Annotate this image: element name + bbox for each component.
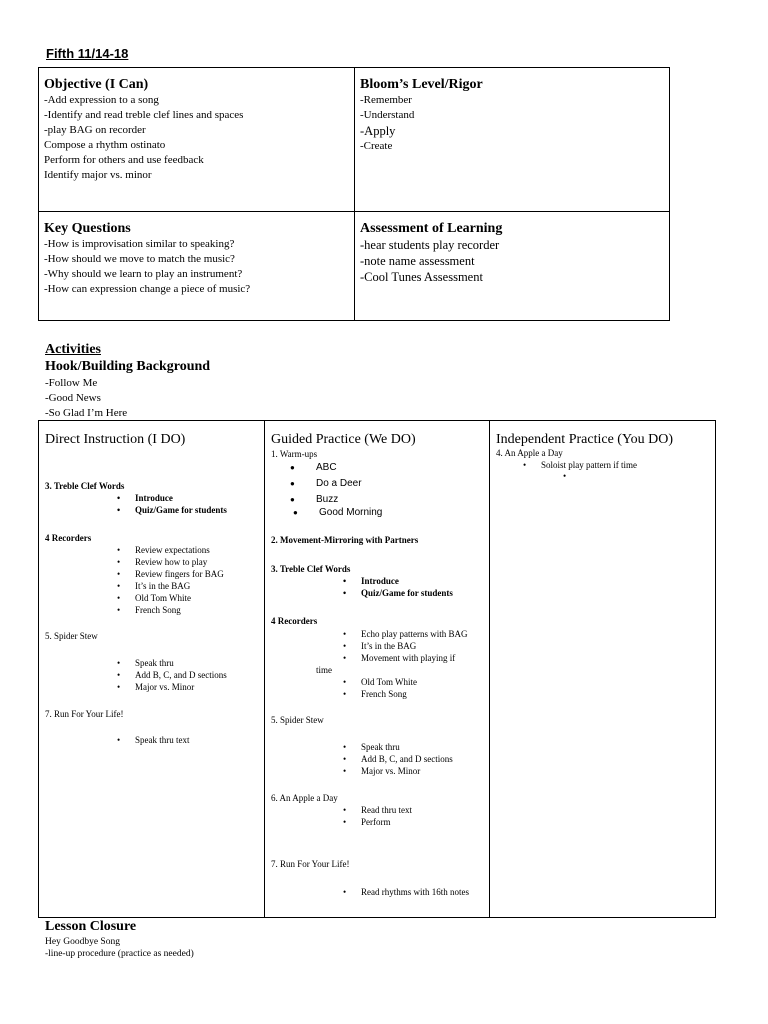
guided-section: 2. Movement-Mirroring with Partners bbox=[271, 535, 419, 545]
guided-section: 7. Run For Your Life! bbox=[271, 859, 350, 869]
bloom-item: -Remember bbox=[360, 94, 412, 106]
objective-item: Compose a rhythm ostinato bbox=[44, 139, 166, 151]
planning-table bbox=[38, 67, 670, 321]
guided-item: • Major vs. Minor bbox=[361, 765, 420, 777]
guided-item: • Read rhythms with 16th notes bbox=[361, 886, 469, 898]
objective-item: Perform for others and use feedback bbox=[44, 154, 204, 166]
direct-section: 7. Run For Your Life! bbox=[45, 709, 124, 719]
guided-item: • Add B, C, and D sections bbox=[361, 753, 453, 765]
bloom-item: -Understand bbox=[360, 109, 415, 121]
guided-item: • French Song bbox=[361, 688, 407, 700]
guided-section: 3. Treble Clef Words bbox=[271, 564, 351, 574]
guided-item: ● Buzz bbox=[316, 494, 338, 506]
hook-item: -Good News bbox=[45, 392, 101, 404]
objective-cell bbox=[39, 68, 354, 183]
guided-section: 1. Warm-ups bbox=[271, 449, 318, 459]
direct-item: • It’s in the BAG bbox=[135, 580, 190, 592]
key-question-item: -How should we move to match the music? bbox=[44, 253, 235, 265]
guided-item: • Echo play patterns with BAG bbox=[361, 628, 467, 640]
direct-item: • Review expectations bbox=[135, 544, 210, 556]
hook-item: -Follow Me bbox=[45, 377, 98, 389]
objective-item: -Add expression to a song bbox=[44, 94, 159, 106]
bloom-heading: Bloom’s Level/Rigor bbox=[360, 77, 483, 92]
hook-heading: Hook/Building Background bbox=[45, 359, 211, 374]
direct-heading: Direct Instruction (I DO) bbox=[45, 432, 186, 447]
guided-item: • Read thru text bbox=[361, 804, 412, 816]
direct-item: • Major vs. Minor bbox=[135, 681, 194, 693]
direct-item: • Old Tom White bbox=[135, 592, 191, 604]
independent-section: 4. An Apple a Day bbox=[496, 448, 563, 458]
guided-item: ● Do a Deer bbox=[316, 478, 362, 490]
direct-item: • Speak thru text bbox=[135, 734, 190, 746]
bloom-item: -Apply bbox=[360, 124, 396, 138]
objective-heading: Objective (I Can) bbox=[44, 77, 149, 92]
direct-item: • French Song bbox=[135, 604, 181, 616]
guided-item: ● ABC bbox=[316, 462, 337, 474]
key-questions-heading: Key Questions bbox=[44, 221, 131, 236]
independent-item: • Soloist play pattern if time bbox=[541, 459, 637, 471]
guided-item: • It’s in the BAG bbox=[361, 640, 416, 652]
bloom-cell bbox=[355, 68, 670, 154]
closure-list bbox=[45, 936, 194, 960]
direct-item: • Quiz/Game for students bbox=[135, 504, 227, 516]
guided-section: 4 Recorders bbox=[271, 616, 318, 626]
closure-item: -line-up procedure (practice as needed) bbox=[45, 949, 194, 959]
closure-item: Hey Goodbye Song bbox=[45, 937, 120, 947]
activities-table bbox=[38, 420, 716, 918]
assessment-item: -hear students play recorder bbox=[360, 238, 500, 252]
hook-item: -So Glad I’m Here bbox=[45, 407, 128, 419]
key-question-item: -How is improvisation similar to speaking? bbox=[44, 238, 235, 250]
bloom-item: -Create bbox=[360, 140, 393, 152]
direct-section: 4 Recorders bbox=[45, 533, 92, 543]
direct-item: • Review fingers for BAG bbox=[135, 568, 224, 580]
guided-section: 5. Spider Stew bbox=[271, 715, 324, 725]
empty-bullet: • bbox=[563, 471, 567, 481]
hook-list bbox=[45, 376, 127, 421]
assessment-heading: Assessment of Learning bbox=[360, 221, 503, 236]
key-questions-cell bbox=[39, 212, 354, 297]
key-question-item: -How can expression change a piece of music? bbox=[44, 283, 251, 295]
key-question-item: -Why should we learn to play an instrument? bbox=[44, 268, 243, 280]
direct-section: 3. Treble Clef Words bbox=[45, 481, 125, 491]
objective-item: Identify major vs. minor bbox=[44, 169, 152, 181]
closure-heading: Lesson Closure bbox=[45, 919, 137, 934]
guided-item: • Speak thru bbox=[361, 741, 400, 753]
direct-section: 5. Spider Stew bbox=[45, 631, 98, 641]
direct-item: • Review how to play bbox=[135, 556, 207, 568]
objective-item: -play BAG on recorder bbox=[44, 124, 146, 136]
guided-item: • Old Tom White bbox=[361, 676, 417, 688]
guided-item-continued: time bbox=[316, 665, 332, 675]
independent-heading: Independent Practice (You DO) bbox=[496, 432, 674, 447]
activities-heading: Activities bbox=[45, 342, 101, 357]
assessment-item: -Cool Tunes Assessment bbox=[360, 270, 483, 284]
objective-item: -Identify and read treble clef lines and spaces bbox=[44, 109, 244, 121]
guided-item: • Perform bbox=[361, 816, 391, 828]
direct-instruction-column bbox=[39, 421, 264, 917]
page-title: Fifth 11/14-18 bbox=[46, 46, 129, 61]
direct-item: • Introduce bbox=[135, 492, 173, 504]
assessment-item: -note name assessment bbox=[360, 254, 475, 268]
guided-heading: Guided Practice (We DO) bbox=[271, 432, 416, 447]
guided-item: • Quiz/Game for students bbox=[361, 587, 453, 599]
guided-item: ● Good Morning bbox=[319, 507, 382, 519]
direct-item: • Add B, C, and D sections bbox=[135, 669, 227, 681]
guided-practice-column bbox=[265, 421, 489, 917]
direct-item: • Speak thru bbox=[135, 657, 174, 669]
guided-item: • Introduce bbox=[361, 575, 399, 587]
guided-item: • Movement with playing if bbox=[361, 652, 455, 664]
assessment-cell bbox=[355, 212, 670, 285]
guided-section: 6. An Apple a Day bbox=[271, 793, 338, 803]
independent-practice-column bbox=[490, 421, 715, 917]
